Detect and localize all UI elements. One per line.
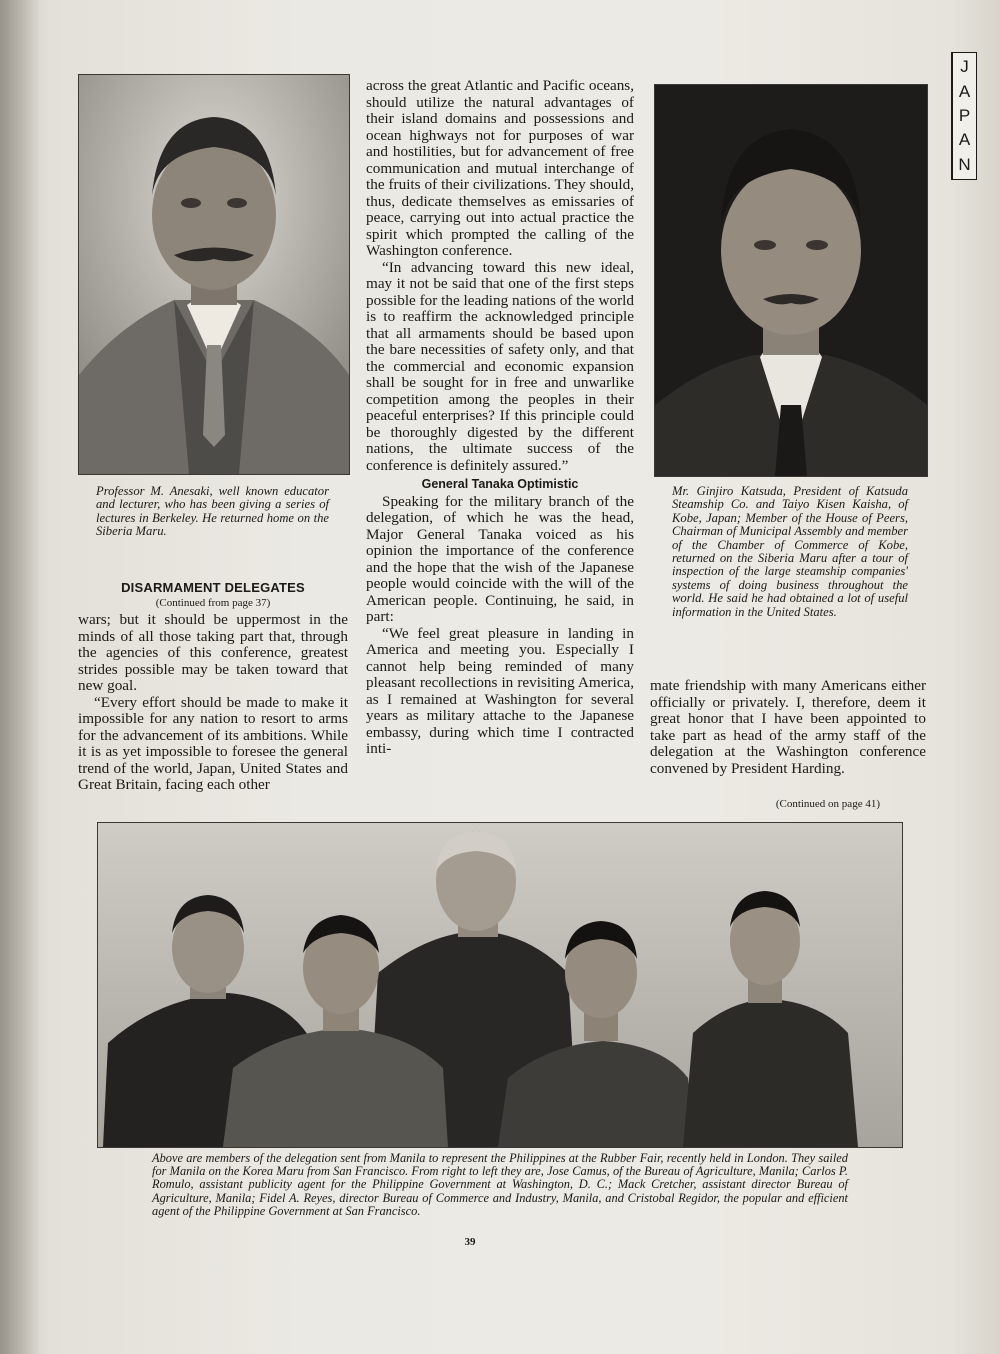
photo-katsuda: [654, 84, 928, 477]
article-subheading: General Tanaka Optimistic: [421, 477, 579, 491]
continued-from-note: (Continued from page 37): [155, 597, 271, 609]
article-column-3: [650, 678, 926, 777]
paragraph: wars; but it should be uppermost in the minds of all those taking part that, through the agencies of this conference, greatest strides possible may be taken toward that new goal.: [78, 611, 348, 694]
page-gutter-shadow: [0, 0, 40, 1354]
article-heading: DISARMAMENT DELEGATES: [121, 580, 305, 595]
paragraph: “Every effort should be made to make it impossible for any nation to resort to arms for the advancement of its ambitions. While it is as yet impossible to foresee the general trend of the world, Japan, United States and Great Britain, facing each other: [78, 693, 348, 793]
photo-katsuda-caption: Mr. Ginjiro Katsuda, President of Katsuda Steamship Co. and Taiyo Kisen Kaisha, of Kobe, Japan; Member of the House of Peers, Chairman of Municipal Assembly and member of the Chamber of Commerce of Kobe, returned on the Siberia Maru after a tour of inspection of the large steamship companies' systems of doing business throughout the world. He said he had obtained a lot of useful information in the United States.: [672, 484, 908, 619]
tab-letter: A: [958, 130, 971, 150]
article-column-1: [78, 612, 348, 794]
continued-on-note: (Continued on page 41): [775, 798, 880, 810]
portrait-illustration: [79, 75, 349, 474]
tab-letter: J: [960, 57, 969, 77]
page-number: 39: [464, 1236, 476, 1248]
group-photo-illustration: [98, 823, 902, 1147]
tab-letter: A: [958, 81, 971, 101]
paragraph: across the great Atlantic and Pacific oceans, should utilize the natural advantages of their island domains and possessions and ocean highways not for purposes of war and hostilities, but for advancement of free communication and mutual interchange of the fruits of their civilizations. They should, thus, dedicate themselves as emissaries of peace, carrying out into actual practice the spirit which prompted the calling of the Washington conference.: [366, 77, 634, 259]
group-photo-caption: Above are members of the delegation sent from Manila to represent the Philippines at the Rubber Fair, recently held in London. They sailed for Manila on the Korea Maru from San Francisco. From right to left they are, Jose Camus, of the Bureau of Agriculture, Manila; Carlos P. Romulo, assistant publicity agent for the Philippine Government at Washington, D. C.; Mack Cretcher, assistant director Bureau of Agriculture, Manila; Fidel A. Reyes, director Bureau of Commerce and Industry, Manila, and Cristobal Regidor, the popular and efficient agent of the Philippine Government at San Francisco.: [152, 1151, 848, 1218]
photo-philippine-delegation: [97, 822, 903, 1148]
tab-letter: P: [958, 105, 971, 125]
paragraph: Speaking for the military branch of the delegation, of which he was the head, Major General Tanaka voiced as his opinion the importance of the conference and the hope that the wish of the Japanese people would coincide with the will of the American people. Continuing, he said, in part:: [366, 492, 634, 625]
paragraph: mate friendship with many Americans either officially or privately. I, therefore, deem it great honor that I have been appointed to take part as head of the army staff of the delegation at the Washington conference convened by President Harding.: [650, 677, 926, 777]
portrait-illustration: [655, 85, 927, 476]
paragraph: “In advancing toward this new ideal, may it not be said that one of the first steps possible for the leading nations of the world is to reaffirm the acknowledged principle that all armaments should be based upon the bare necessities of safety only, and that the commercial and economic expansion shall be sought for in free and unwarlike competition among the peoples in their peaceful enterprises? If this principle could be thoroughly digested by the different nations, the ultimate success of the conference is definitely assured.”: [366, 258, 634, 474]
tab-letter: N: [958, 154, 971, 174]
photo-anesaki: [78, 74, 350, 475]
article-column-2: [366, 78, 634, 758]
section-tab-japan: [951, 52, 977, 180]
paragraph: “We feel great pleasure in landing in America and meeting you. Especially I cannot help being reminded of many pleasant recollections in revisiting America, as I remained at Washington for several years as military attache to the Japanese embassy, during which time I contracted inti-: [366, 624, 634, 757]
photo-anesaki-caption: Professor M. Anesaki, well known educator and lecturer, who has been giving a series of lectures in Berkeley. He returned home on the Siberia Maru.: [96, 484, 329, 539]
